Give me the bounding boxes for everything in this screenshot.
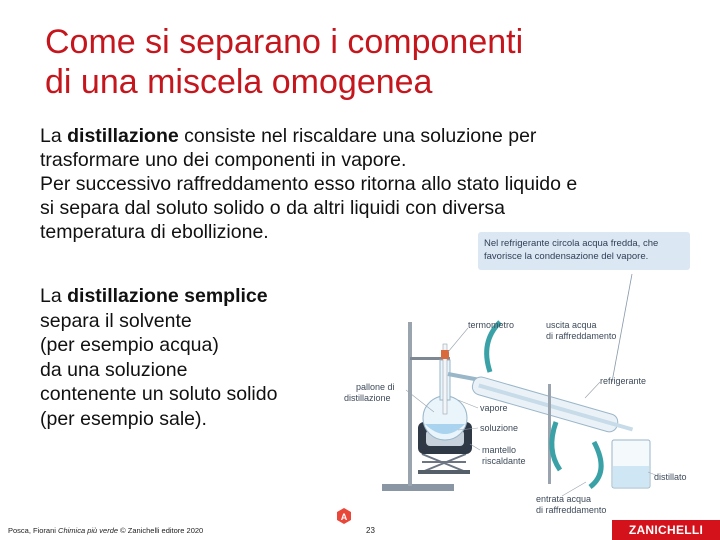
support-rod <box>408 322 412 486</box>
callout-pointer <box>612 274 632 382</box>
label-water-outlet-2: di raffreddamento <box>546 331 617 341</box>
thermometer-stopper <box>441 350 449 359</box>
credit-book-title: Chimica più verde <box>58 526 119 535</box>
label-mantle-2: riscaldante <box>482 456 526 466</box>
label-distillate: distillato <box>654 472 687 482</box>
label-condenser: refrigerante <box>600 376 647 386</box>
callout-line-1: Nel refrigerante circola acqua fredda, che <box>484 238 659 249</box>
p1-rest: consiste nel riscaldare una soluzione per <box>178 125 537 147</box>
label-thermometer: termometro <box>468 320 515 330</box>
water-inlet-hose <box>590 442 601 487</box>
p2-line-1 <box>40 284 330 309</box>
definition-paragraph <box>40 124 680 244</box>
p2-line-6: (per esempio sale). <box>40 407 207 430</box>
slide-title <box>45 22 685 102</box>
label-solution: soluzione <box>480 423 519 433</box>
distillation-apparatus-illustration <box>330 272 720 522</box>
p1-line-3: Per successivo raffreddamento esso ritorna allo stato liquido e <box>40 173 578 195</box>
title-line-1: Come si separano i componenti <box>45 23 524 61</box>
p2-line-3: (per esempio acqua) <box>40 334 219 356</box>
page-number: 23 <box>366 526 375 535</box>
label-water-inlet-2: di raffreddamento <box>536 505 607 515</box>
p1-keyword: distillazione <box>67 125 179 147</box>
credit-authors: Posca, Fiorani <box>8 526 59 535</box>
badge-letter: A <box>340 512 348 522</box>
footer-credit <box>8 526 203 535</box>
lab-jack <box>422 454 466 472</box>
p1-line-2: trasformare uno dei componenti in vapore. <box>40 149 407 171</box>
p1-prefix: La <box>40 125 68 147</box>
p1-line-4: si separa dal soluto solido o da altri liquidi con diversa <box>40 197 506 219</box>
p2-line-4: da una soluzione <box>40 358 188 381</box>
stand-base <box>382 484 454 491</box>
label-mantle-1: mantello <box>482 445 517 455</box>
lab-jack-base <box>418 470 470 474</box>
simple-distillation-paragraph <box>40 284 330 431</box>
p2-line-2: separa il solvente <box>40 309 192 332</box>
credit-publisher: © Zanichelli editore 2020 <box>118 526 204 535</box>
distillate-liquid <box>613 466 649 487</box>
label-water-outlet-1: uscita acqua <box>546 320 597 330</box>
p1-line-1 <box>40 124 680 148</box>
label-flask-1: pallone di <box>356 382 395 392</box>
label-vapor: vapore <box>480 403 508 413</box>
label-water-inlet-1: entrata acqua <box>536 494 592 504</box>
publisher-logo: ZANICHELLI <box>612 520 720 540</box>
p2-prefix: La <box>40 285 68 307</box>
p2-line-5: contenente un soluto solido <box>40 383 278 405</box>
condenser-callout <box>478 232 690 270</box>
label-flask-2: distillazione <box>344 393 391 403</box>
p2-keyword: distillazione semplice <box>67 285 268 307</box>
title-line-2: di una miscela omogenea <box>45 63 433 101</box>
water-hose-loop <box>552 422 560 470</box>
callout-line-2: favorisce la condensazione del vapore. <box>484 251 649 262</box>
p1-line-5: temperatura di ebollizione. <box>40 221 269 243</box>
